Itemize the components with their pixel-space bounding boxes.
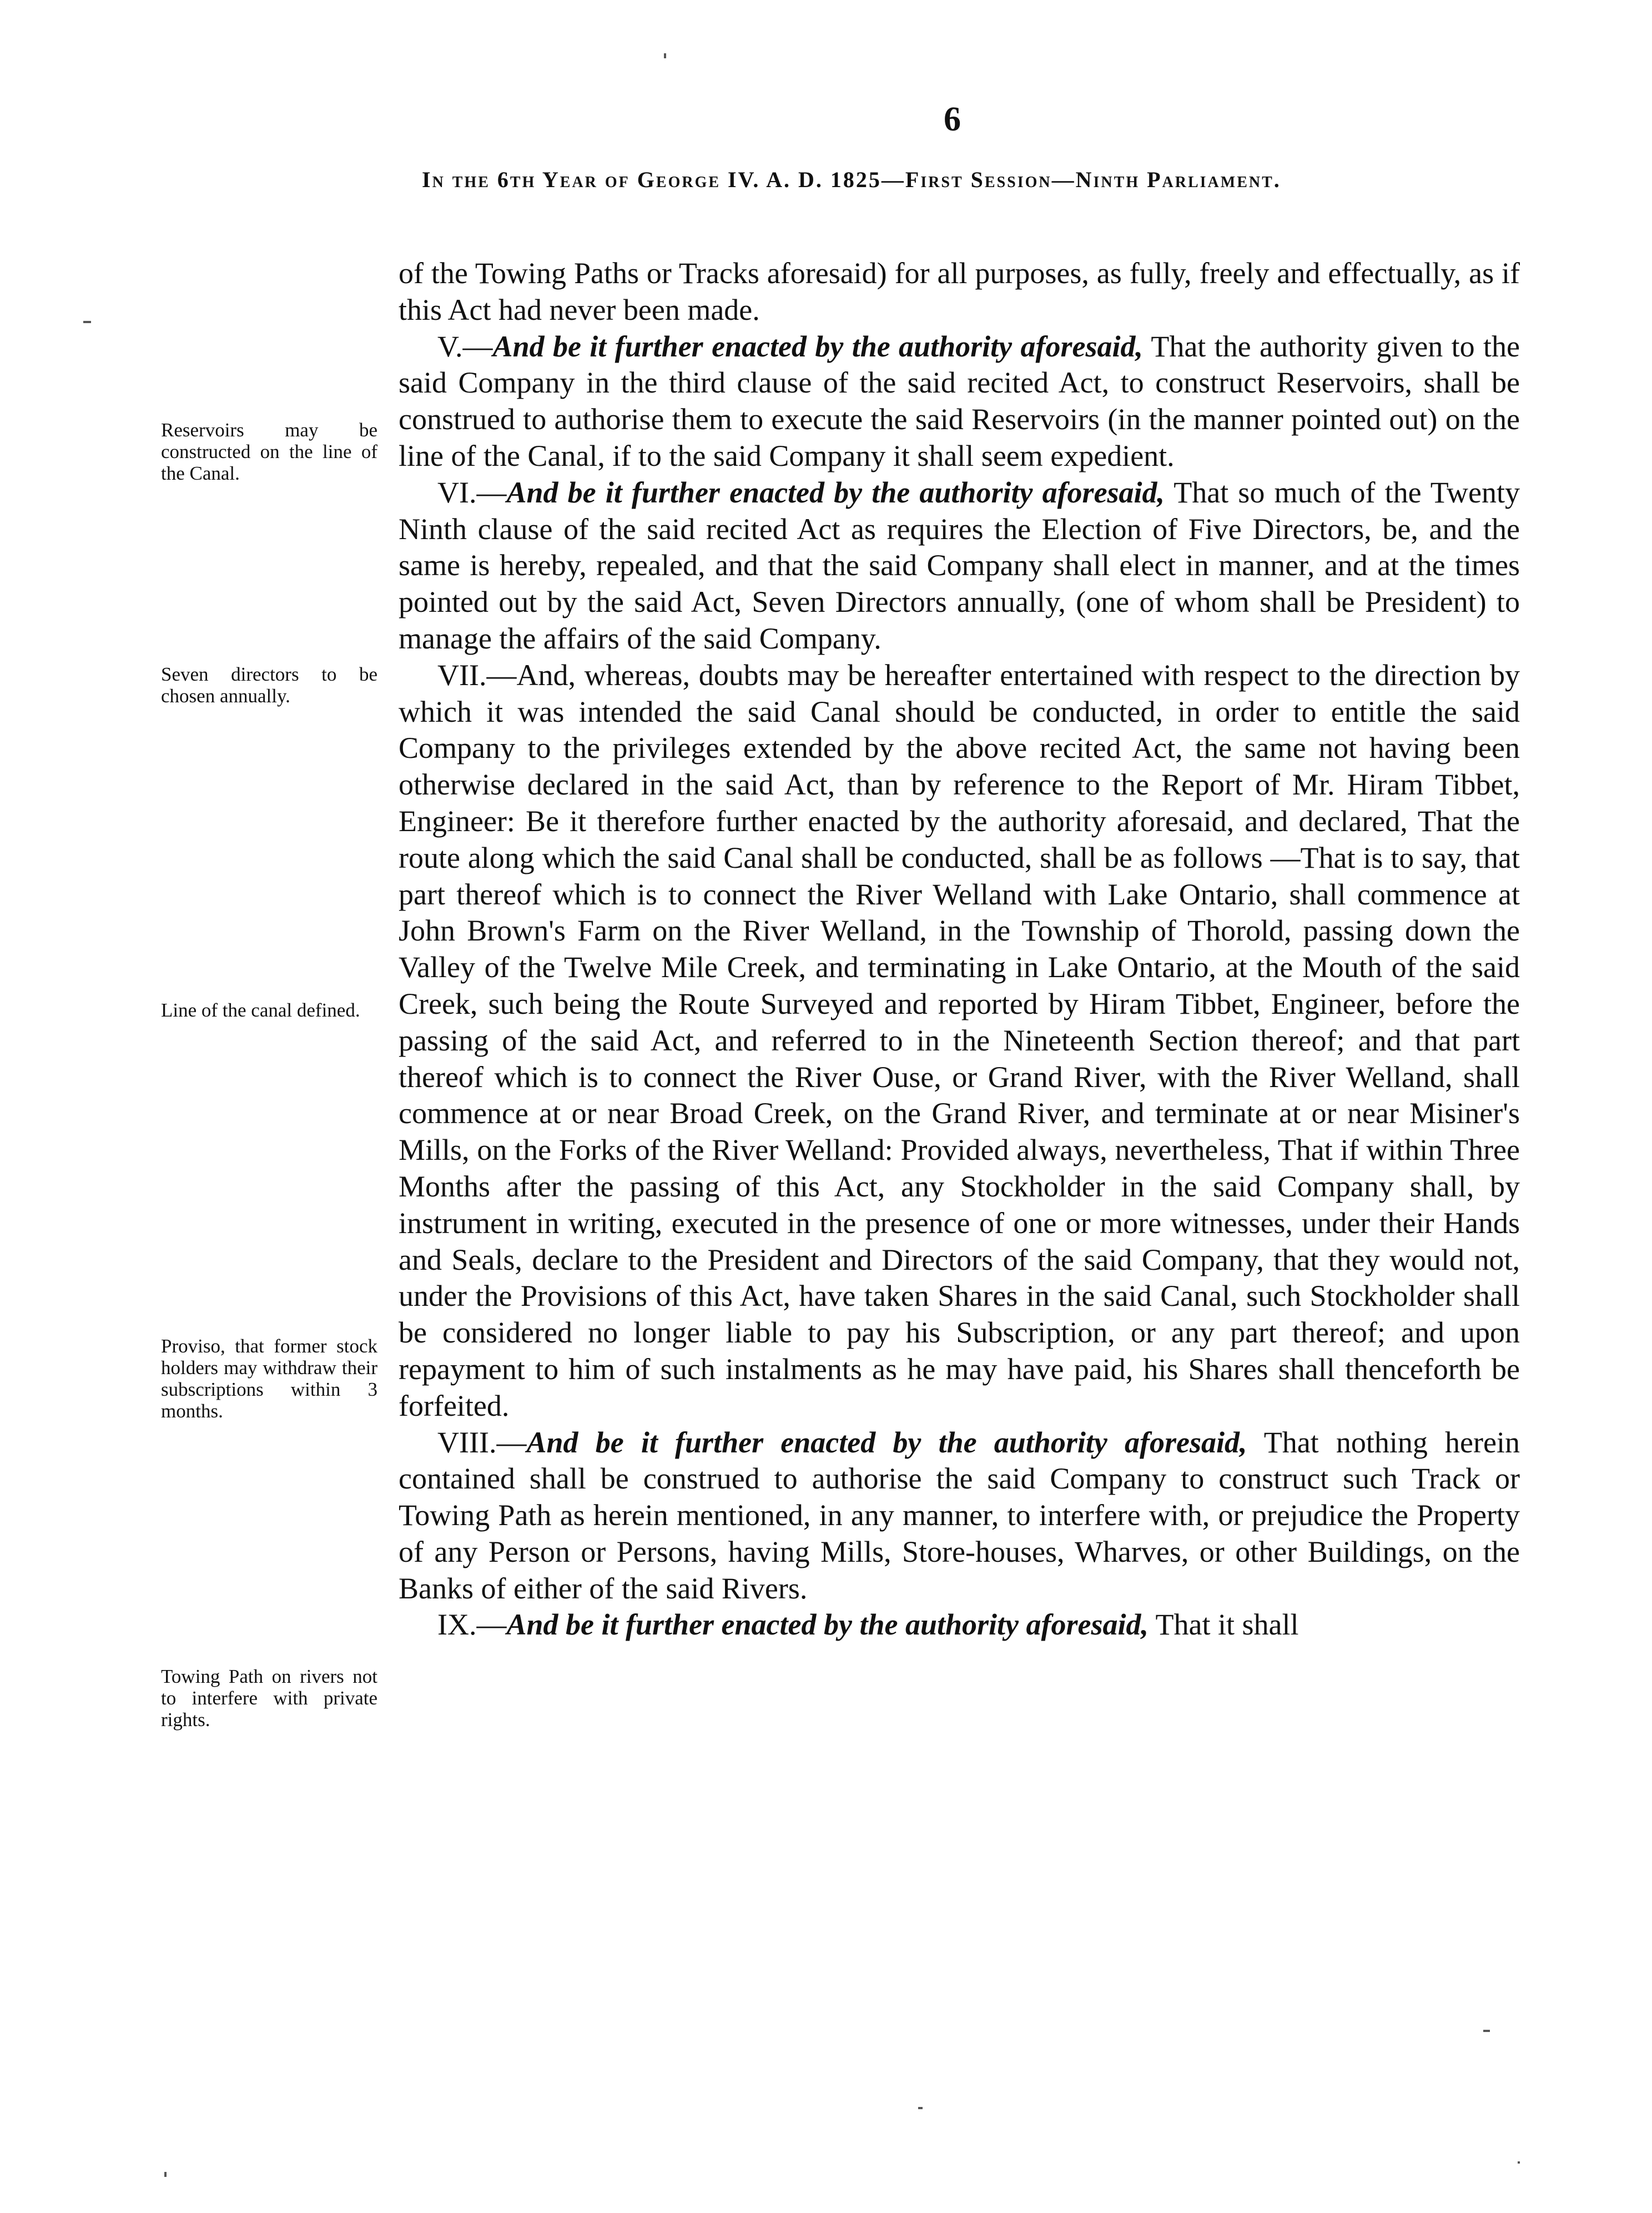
running-head: In the 6th Year of George IV. A. D. 1825—First Session—Ninth Parliament. (422, 167, 1281, 192)
section-text: That it shall (1149, 1608, 1299, 1642)
marginal-note-canal-line: Line of the canal defined. (161, 999, 360, 1021)
scan-speck (164, 2172, 167, 2177)
section-text: That nothing herein contained shall be construed to authorise the said Company to construct such Track or Towing Path as herein mentioned, in any manner, to interfere with, or prejudice the Property of any Person or Persons, having Mills, Store-houses, Wharves, or other Buildings, on the Banks of either of the said Rivers. (399, 1425, 1520, 1605)
section-vi (399, 475, 1520, 657)
scan-speck (664, 53, 666, 58)
section-viii (399, 1425, 1520, 1607)
continuation-paragraph: of the Towing Paths or Tracks aforesaid) for all purposes, as fully, freely and effectually, as if this Act had never been made. (399, 256, 1520, 326)
scan-speck (1518, 2161, 1520, 2164)
enacting-clause: And be it further enacted by the authority aforesaid, (492, 329, 1143, 363)
enacting-clause: And be it further enacted by the authority aforesaid, (526, 1425, 1247, 1459)
section-number: V.— (437, 329, 493, 363)
section-vii (399, 657, 1520, 1425)
section-text: That the authority given to the said Company in the third clause of the said recited Act, to construct Reservoirs, shall be construed to authorise them to execute the said Reservoirs (in the manner pointed out) on the line of the Canal, if to the said Company it shall seem expedient. (399, 329, 1520, 472)
enacting-clause: And be it further enacted by the authority aforesaid, (506, 475, 1165, 509)
scan-speck (918, 2107, 923, 2109)
section-number: VI.— (437, 475, 507, 509)
marginal-note-reservoirs: Reservoirs may be constructed on the line of the Canal. (161, 419, 377, 484)
section-number: VIII.— (437, 1425, 527, 1459)
page-number: 6 (944, 100, 961, 138)
section-v (399, 329, 1520, 475)
body-text (399, 255, 1520, 1643)
section-number: VII.— (437, 658, 517, 692)
marginal-note-proviso: Proviso, that former stock holders may withdraw their subscriptions within 3 months. (161, 1335, 377, 1422)
section-number: IX.— (437, 1608, 507, 1642)
scan-speck (1483, 2030, 1490, 2032)
enacting-clause: And be it further enacted by the authority aforesaid, (506, 1608, 1149, 1642)
scan-speck (83, 321, 91, 323)
marginal-note-directors: Seven directors to be chosen annually. (161, 663, 377, 707)
section-text: And, whereas, doubts may be hereafter entertained with respect to the direction by which it was intended the said Canal should be conducted, in order to entitle the said Company to the privileges extended by the above recited Act, the same not having been otherwise declared in the said Act, than by reference to the Report of Mr. Hiram Tibbet, Engineer: Be it therefore further enacted by the authority aforesaid, and declared, That the route along which the said Canal shall be conducted, shall be as follows —That is to say, that part thereof which is to connect the River Welland with Lake Ontario, shall commence at John Brown's Farm on the River Welland, in the Township of Thorold, passing down the Valley of the Twelve Mile Creek, and terminating in Lake Ontario, at the Mouth of the said Creek, such being the Route Surveyed and reported by Hiram Tibbet, Engineer, before the passing of the said Act, and referred to in the Nineteenth Section thereof; and that part thereof which is to connect the River Ouse, or Grand River, with the River Welland, shall commence at or near Broad Creek, on the Grand River, and terminate at or near Misiner's Mills, on the Forks of the River Welland: Provided always, nevertheless, That if within Three Months after the passing of this Act, any Stockholder in the said Company shall, by instrument in writing, executed in the presence of one or more witnesses, under their Hands and Seals, declare to the President and Directors of the said Company, that they would not, under the Provisions of this Act, have taken Shares in the said Canal, such Stockholder shall be considered no longer liable to pay his Subscription, or any part thereof; and upon repayment to him of such instalments as he may have paid, his Shares shall thenceforth be forfeited. (399, 658, 1520, 1422)
section-text: That so much of the Twenty Ninth clause of the said recited Act as requires the Election of Five Directors, be, and the same is hereby, repealed, and that the said Company shall elect in manner, and at the times pointed out by the said Act, Seven Directors annually, (one of whom shall be President) to manage the affairs of the said Company. (399, 475, 1520, 655)
section-ix (399, 1607, 1520, 1643)
marginal-note-towing-path: Towing Path on rivers not to interfere with private rights. (161, 1666, 377, 1731)
